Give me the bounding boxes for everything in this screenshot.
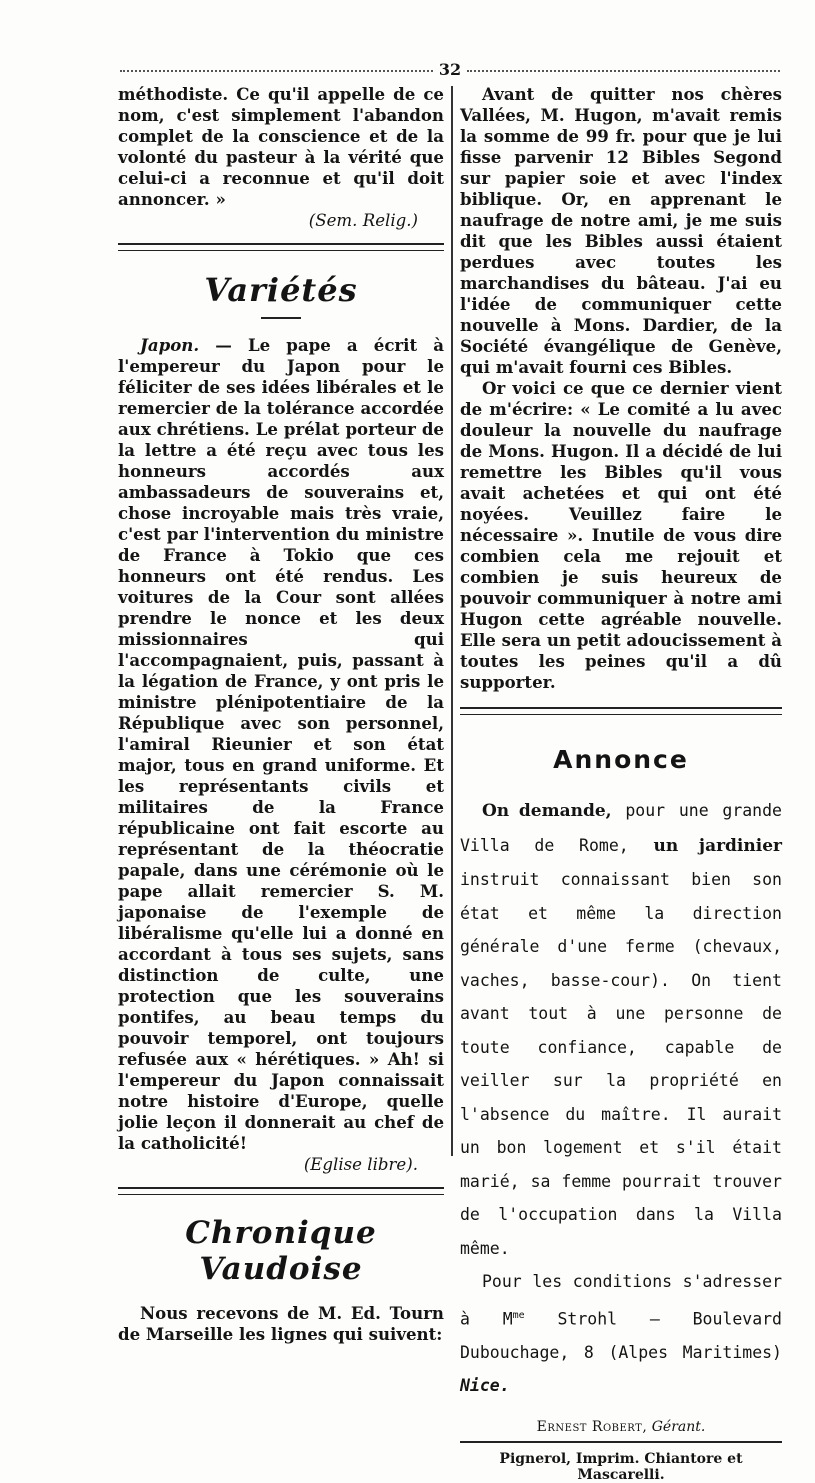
ad-city: Nice. — [460, 1376, 510, 1395]
header-rule-right — [467, 62, 780, 72]
japon-text: — Le pape a écrit à l'empereur du Japon pour le féliciter de ses idées libérales et le remercier de la tolérance accordée aux chrétiens. Le prélat porteur de la lettre a été reçu avec tous les honneurs accordés aux ambassadeurs de souverains et, chose incroyable mais très vraie, c'est par l'intervention du ministre de France à Tokio que ces honneurs ont été rendus. Les voitures de la Cour sont allées prendre le nonce et les deux missionnaires qui l'accompagnaient, puis, passant à la légation de France, y ont pris le ministre plénipotentiaire de la République avec son personnel, l'amiral Rieunier et son état major, tous en grand uniforme. Et les représentants civils et militaires de la France républicaine ont fait escorte au représentant de la théocratie papale, dans une cérémonie où le pape allait remercier S. M. japonaise de l'exemple de libéralisme qu'elle lui a donné en accordant à tous ses sujets, sans distinction de culte, une protection que les souverains pontifes, au beau temps du pouvoir temporel, ont toujours refusée aux « hérétiques. » Ah! si l'empereur du Japon connaissait notre histoire d'Europe, quelle jolie leçon il donnerait au chef de la catholicité! — [118, 335, 444, 1153]
japon-paragraph — [118, 335, 444, 1154]
letter-paragraph-1: Avant de quitter nos chères Vallées, M. Hugon, m'avait remis la somme de 99 fr. pour que je lui fisse parvenir 12 Bibles Segond sur papier soie et avec l'index biblique. Or, en apprenant le naufrage de notre ami, je me suis dit que les Bibles aussi étaient perdues avec toutes les marchandises du bâteau. J'ai eu l'idée de communiquer cette nouvelle à Mons. Dardier, de la Société évangélique de Genève, qui m'avait fourni ces Bibles. — [460, 84, 782, 377]
ad-cond-2: Strohl — Boulevard Dubouchage, 8 (Alpes Maritimes) — [460, 1309, 782, 1362]
gerant-name: Ernest Robert, — [536, 1418, 648, 1435]
section-divider-3 — [460, 707, 782, 715]
section-title-varietes: Variétés — [204, 271, 358, 309]
footer-rule — [460, 1441, 782, 1443]
ad-conditions — [460, 1265, 782, 1403]
chronique-article — [118, 1303, 444, 1345]
annonce-title: Annonce — [553, 745, 689, 774]
ad-jardinier: un jardinier — [653, 835, 782, 856]
column-divider — [451, 86, 453, 1156]
ad-text-1: pour une grande Villa de Rome, — [460, 801, 782, 855]
page-number: 32 — [438, 59, 462, 79]
japon-source: (Eglise libre). — [303, 1155, 418, 1174]
page-header — [120, 58, 780, 80]
letter-paragraph-2: Or voici ce que ce dernier vient de m'écrire: « Le comité a lu avec douleur la nouvelle du naufrage de Mons. Hugon. Il a décidé de lui remettre les Bibles qu'il vous avait achetées et qui ont été noyées. Veuillez faire le nécessaire ». Inutile de vous dire combien cela me rejouit et combien je suis heureux de pouvoir communiquer à notre ami Hugon cette agréable nouvelle. Elle sera un petit adoucissement à toutes les peines qu'il a dû supporter. — [460, 378, 782, 692]
intro-article — [118, 84, 444, 231]
tourn-letter — [460, 84, 782, 693]
title-underline — [261, 317, 301, 319]
section-divider — [118, 243, 444, 251]
japon-lead: Japon. — [140, 335, 200, 355]
ad-paragraph — [460, 794, 782, 1265]
right-column — [460, 84, 782, 1483]
gerant-role: Gérant. — [651, 1418, 706, 1435]
annonce-body — [460, 794, 782, 1403]
ad-cond-sup: me — [512, 1309, 525, 1321]
printer-line: Pignerol, Imprim. Chiantore et Mascarelli. — [499, 1450, 743, 1483]
header-rule-left — [120, 62, 433, 72]
ad-lead: On demande, — [482, 801, 612, 821]
ad-cond-1: Pour les conditions s'adresser à M — [460, 1272, 782, 1328]
ad-text-2: instruit connaissant bien son état et même la direction générale d'une ferme (chevaux, vaches, basse-cour). On tient avant tout à une personne de toute confiance, capable de veiller sur la propriété en l'absence du maître. Il aurait un bon logement et s'il était marié, sa femme pourrait trouver de l'occupation dans la Villa même. — [460, 870, 782, 1258]
intro-source: (Sem. Relig.) — [308, 211, 418, 230]
chronique-paragraph: Nous recevons de M. Ed. Tourn de Marseille les lignes qui suivent: — [118, 1303, 444, 1344]
japon-article — [118, 335, 444, 1175]
section-divider-2 — [118, 1187, 444, 1195]
intro-paragraph: méthodiste. Ce qu'il appelle de ce nom, c'est simplement l'abandon complet de la conscience et de la volonté du pasteur à la vérité que celui-ci a reconnue et qu'il doit annoncer. » — [118, 84, 444, 209]
gerant-line — [460, 1419, 782, 1435]
left-column — [118, 84, 444, 1345]
section-title-chronique: Chronique Vaudoise — [185, 1215, 377, 1287]
